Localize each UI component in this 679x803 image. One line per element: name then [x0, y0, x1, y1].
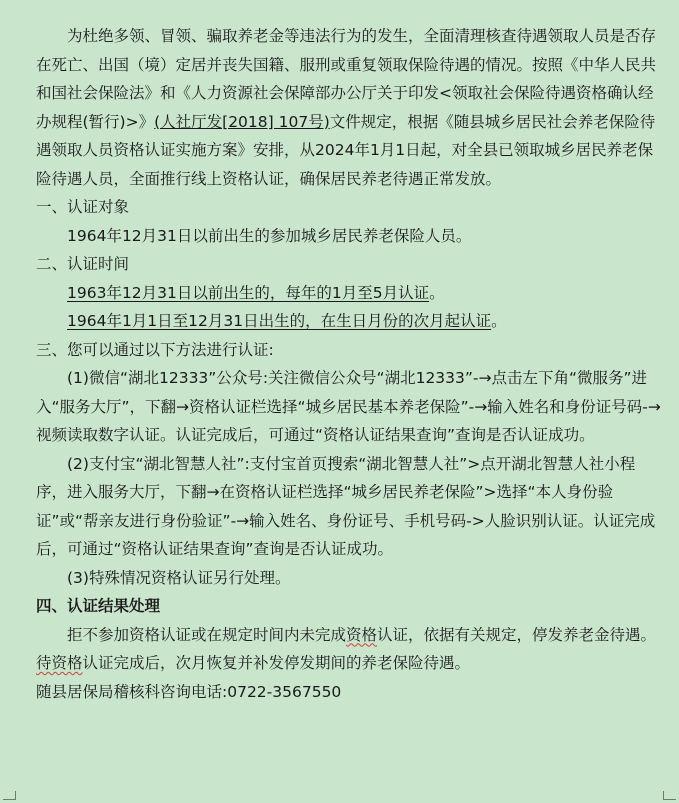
method-special: (3)特殊情况资格认证另行处理。: [67, 568, 291, 587]
notice-document: [36, 22, 664, 706]
section-2-heading: 二、认证时间: [36, 255, 130, 273]
section-4-body: 拒不参加资格认证或在规定时间内未完成资格认证，依据有关规定，停发养老金待遇。待资格认证完成后，次月恢复并补发停发期间的养老保险待遇。: [36, 625, 657, 672]
page-corner-mark-right: [663, 791, 676, 800]
intro-text-2: 文件规定，根据《随县城乡居民社会养老保险待遇领取人员资格认证实施方案》安排，从2024年1月1日起，对全县已领取城乡居民养老保险待遇人员，全面推行线上资格认证，确保居民养老待遇正常发放。: [36, 112, 656, 188]
page-corner-mark-left: [3, 791, 16, 800]
document-number-link[interactable]: (人社厅发[2018] 107号): [154, 112, 330, 131]
contact-line: 随县居保局稽核科咨询电话:0722-3567550: [36, 682, 342, 701]
section-2-line-1: 1963年12月31日以前出生的，每年的1月至5月认证。: [67, 283, 445, 302]
method-alipay: (2)支付宝“湖北智慧人社”:支付宝首页搜索“湖北智慧人社”>点开湖北智慧人社小程序，进入服务大厅，下翻→在资格认证栏选择“城乡居民养老保险”>选择“本人身份验证”或“帮亲友进行身份验证”-→输入姓名、身份证号、手机号码->人脸识别认证。认证完成后，可通过“资格认证结果查询”查询是否认证成功。: [36, 454, 656, 558]
section-2-line-1-text: 1963年12月31日以前出生的，每年的1月至5月认证: [67, 283, 430, 302]
section-1-body: 1964年12月31日以前出生的参加城乡居民养老保险人员。: [67, 226, 472, 245]
spellcheck-word-1: 资格: [346, 625, 378, 644]
method-wechat: (1)微信“湖北12333”公众号:关注微信公众号“湖北12333”-→点击左下角“微服务”进入“服务大厅”，下翻→资格认证栏选择“城乡居民基本养老保险”-→输入姓名和身份证号码-→视频读取数字认证。认证完成后，可通过“资格认证结果查询”查询是否认证成功。: [36, 369, 661, 444]
section-1-heading: 一、认证对象: [36, 198, 130, 216]
section-3-heading: 三、您可以通过以下方法进行认证:: [36, 340, 274, 359]
intro-text-1: 为杜绝多领、冒领、骗取养老金等违法行为的发生，全面清理核查待遇领取人员是否存在死亡、出国（境）定居并丧失国籍、服刑或重复领取保险待遇的情况。按照《中华人民共和国社会保险法》和《人力资源社会保障部办公厅关于印发<领取社会保险待遇资格确认经办规程(暂行)>》: [36, 27, 657, 131]
section-2-line-2-text: 1964年1月1日至12月31日出生的，在生日月份的次月起认证: [67, 312, 492, 330]
section-2-line-2: 1964年1月1日至12月31日出生的，在生日月份的次月起认证。: [67, 312, 507, 330]
intro-paragraph: [36, 22, 664, 193]
spellcheck-word-2: 待资格: [36, 654, 83, 672]
section-4-heading: 四、认证结果处理: [36, 597, 161, 615]
